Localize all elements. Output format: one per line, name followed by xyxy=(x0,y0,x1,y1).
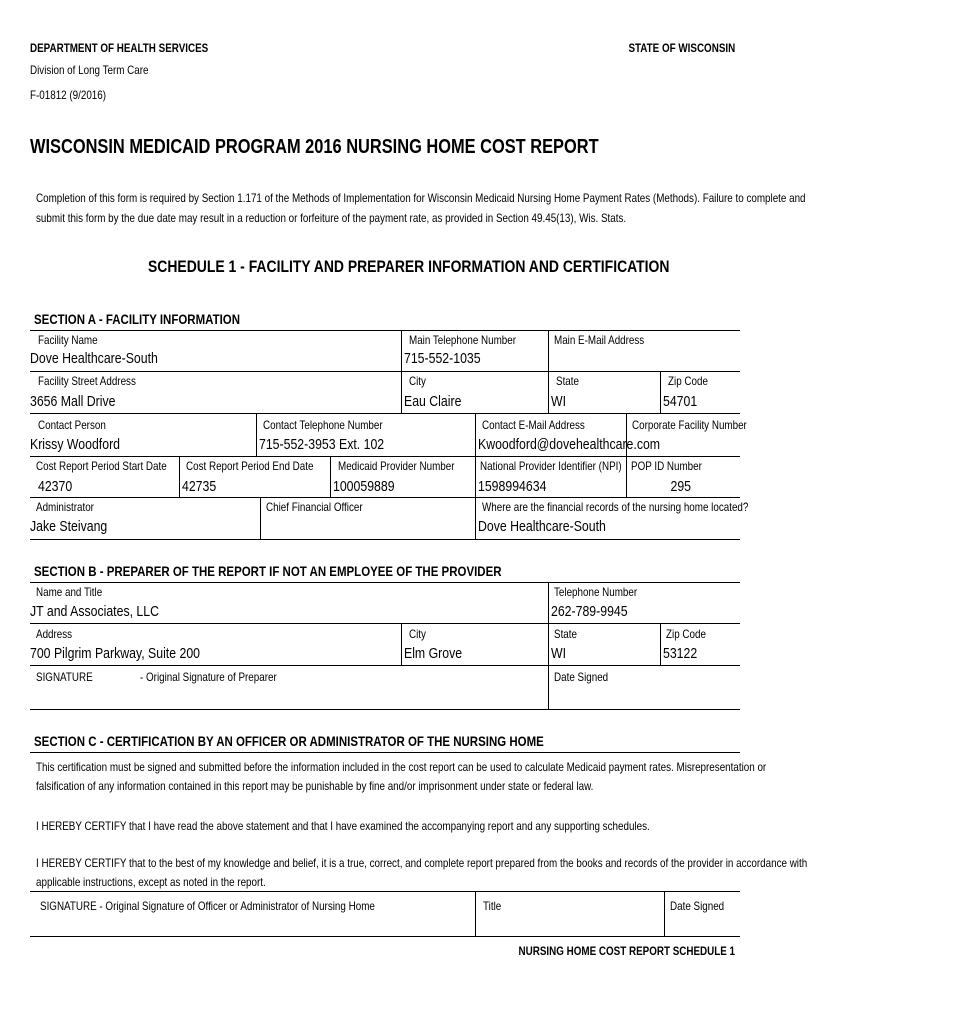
preparer-phone-label: Telephone Number xyxy=(554,585,638,599)
facility-name-label: Facility Name xyxy=(38,333,98,347)
certification-text-3a: I HEREBY CERTIFY that to the best of my knowledge and belief, it is a true, correct, and complete report prepared from the books and records of the provider in accordance with xyxy=(36,856,808,870)
contact-person-label: Contact Person xyxy=(38,418,106,432)
officer-signature-field[interactable] xyxy=(32,915,472,934)
section-c-top-border xyxy=(30,752,740,753)
period-start-field[interactable]: 42370 xyxy=(38,478,73,495)
preparer-address-field[interactable]: 700 Pilgrim Parkway, Suite 200 xyxy=(30,645,201,662)
preparer-city-field[interactable]: Elm Grove xyxy=(404,645,463,662)
divider xyxy=(401,330,402,413)
divider xyxy=(30,413,740,414)
medicaid-provider-label: Medicaid Provider Number xyxy=(338,459,455,473)
pop-id-field[interactable]: 295 xyxy=(670,478,691,495)
divider xyxy=(30,456,740,457)
npi-field[interactable]: 1598994634 xyxy=(478,478,547,495)
divider xyxy=(30,371,740,372)
contact-email-field[interactable]: Kwoodford@dovehealthcare.com xyxy=(478,436,661,453)
officer-date-signed-field[interactable] xyxy=(667,915,739,934)
administrator-field[interactable]: Jake Steivang xyxy=(30,518,108,535)
divider xyxy=(30,665,740,666)
divider xyxy=(260,497,261,539)
divider xyxy=(664,891,665,936)
section-b-top-border xyxy=(30,582,740,583)
division-name: Division of Long Term Care xyxy=(30,63,149,77)
city-label: City xyxy=(409,374,426,388)
certification-text-1b: falsification of any information contained in this report may be punishable by fine and/or imprisonment under state or federal law. xyxy=(36,779,594,793)
records-location-field[interactable]: Dove Healthcare-South xyxy=(478,518,606,535)
state-field[interactable]: WI xyxy=(551,393,567,410)
divider xyxy=(626,413,627,497)
divider xyxy=(30,891,740,892)
facility-name-field[interactable]: Dove Healthcare-South xyxy=(30,350,158,367)
intro-line-2: submit this form by the due date may result in a reduction or forfeiture of the payment rate, as provided in Section 49.45(13), Wis. Stats. xyxy=(36,211,627,225)
preparer-address-label: Address xyxy=(36,627,73,641)
main-phone-field[interactable]: 715-552-1035 xyxy=(404,350,481,367)
divider xyxy=(401,623,402,665)
officer-title-field[interactable] xyxy=(478,915,662,934)
divider xyxy=(30,623,740,624)
npi-label: National Provider Identifier (NPI) xyxy=(480,459,622,473)
records-location-label: Where are the financial records of the nursing home located? xyxy=(482,500,749,514)
street-field[interactable]: 3656 Mall Drive xyxy=(30,393,116,410)
contact-phone-label: Contact Telephone Number xyxy=(263,418,383,432)
preparer-phone-field[interactable]: 262-789-9945 xyxy=(551,603,628,620)
divider xyxy=(256,413,257,456)
period-end-label: Cost Report Period End Date xyxy=(186,459,314,473)
divider xyxy=(30,709,740,710)
divider xyxy=(548,330,549,413)
certification-text-2: I HEREBY CERTIFY that I have read the above statement and that I have examined the accompanying report and any supporting schedules. xyxy=(36,819,650,833)
preparer-state-label: State xyxy=(554,627,577,641)
preparer-name-label: Name and Title xyxy=(36,585,103,599)
zip-label: Zip Code xyxy=(668,374,708,388)
certification-text-3b: applicable instructions, except as noted in the report. xyxy=(36,875,266,889)
officer-title-label: Title xyxy=(483,899,502,913)
section-c-title: SECTION C - CERTIFICATION BY AN OFFICER OR ADMINISTRATOR OF THE NURSING HOME xyxy=(34,733,544,749)
contact-phone-field[interactable]: 715-552-3953 Ext. 102 xyxy=(259,436,385,453)
divider xyxy=(660,623,661,665)
officer-signature-label: SIGNATURE - Original Signature of Officer or Administrator of Nursing Home xyxy=(40,899,375,913)
contact-email-label: Contact E-Mail Address xyxy=(482,418,585,432)
divider xyxy=(548,582,549,709)
divider xyxy=(660,371,661,413)
administrator-label: Administrator xyxy=(36,500,94,514)
state-label: State xyxy=(556,374,579,388)
page-title: WISCONSIN MEDICAID PROGRAM 2016 NURSING HOME COST REPORT xyxy=(30,136,599,158)
section-a-top-border xyxy=(30,330,740,331)
preparer-date-signed-field[interactable] xyxy=(551,686,737,706)
contact-person-field[interactable]: Krissy Woodford xyxy=(30,436,121,453)
footer-schedule-label: NURSING HOME COST REPORT SCHEDULE 1 xyxy=(518,944,735,958)
divider xyxy=(30,497,740,498)
schedule-title: SCHEDULE 1 - FACILITY AND PREPARER INFORMATION AND CERTIFICATION xyxy=(148,257,670,276)
certification-text-1a: This certification must be signed and submitted before the information included in the cost report can be used to calculate Medicaid payment rates. Misrepresentation or xyxy=(36,760,767,774)
preparer-signature-label: SIGNATURE xyxy=(36,670,93,684)
section-a-title: SECTION A - FACILITY INFORMATION xyxy=(34,311,240,327)
street-label: Facility Street Address xyxy=(38,374,136,388)
preparer-name-field[interactable]: JT and Associates, LLC xyxy=(30,603,159,620)
divider xyxy=(30,936,740,937)
divider xyxy=(475,413,476,539)
preparer-city-label: City xyxy=(409,627,426,641)
form-number: F-01812 (9/2016) xyxy=(30,88,107,102)
corporate-facility-label: Corporate Facility Number xyxy=(632,418,747,432)
state-name: STATE OF WISCONSIN xyxy=(628,41,735,55)
preparer-date-signed-label: Date Signed xyxy=(554,670,609,684)
city-field[interactable]: Eau Claire xyxy=(404,393,462,410)
main-email-label: Main E-Mail Address xyxy=(554,333,645,347)
main-phone-label: Main Telephone Number xyxy=(409,333,517,347)
intro-line-1: Completion of this form is required by Section 1.171 of the Methods of Implementation for Wisconsin Medicaid Nursing Home Payment Rates (Methods). Failure to complete and xyxy=(36,191,806,205)
zip-field[interactable]: 54701 xyxy=(663,393,698,410)
pop-id-label: POP ID Number xyxy=(631,459,702,473)
cfo-label: Chief Financial Officer xyxy=(266,500,363,514)
divider xyxy=(475,891,476,936)
period-start-label: Cost Report Period Start Date xyxy=(36,459,167,473)
preparer-signature-field[interactable] xyxy=(32,686,546,706)
divider xyxy=(30,539,740,540)
preparer-zip-label: Zip Code xyxy=(666,627,706,641)
department-name: DEPARTMENT OF HEALTH SERVICES xyxy=(30,41,209,55)
period-end-field[interactable]: 42735 xyxy=(182,478,217,495)
medicaid-provider-field[interactable]: 100059889 xyxy=(333,478,395,495)
section-b-title: SECTION B - PREPARER OF THE REPORT IF NOT AN EMPLOYEE OF THE PROVIDER xyxy=(34,563,502,579)
officer-date-signed-label: Date Signed xyxy=(670,899,725,913)
preparer-zip-field[interactable]: 53122 xyxy=(663,645,698,662)
preparer-state-field[interactable]: WI xyxy=(551,645,567,662)
preparer-signature-note: - Original Signature of Preparer xyxy=(140,670,277,684)
